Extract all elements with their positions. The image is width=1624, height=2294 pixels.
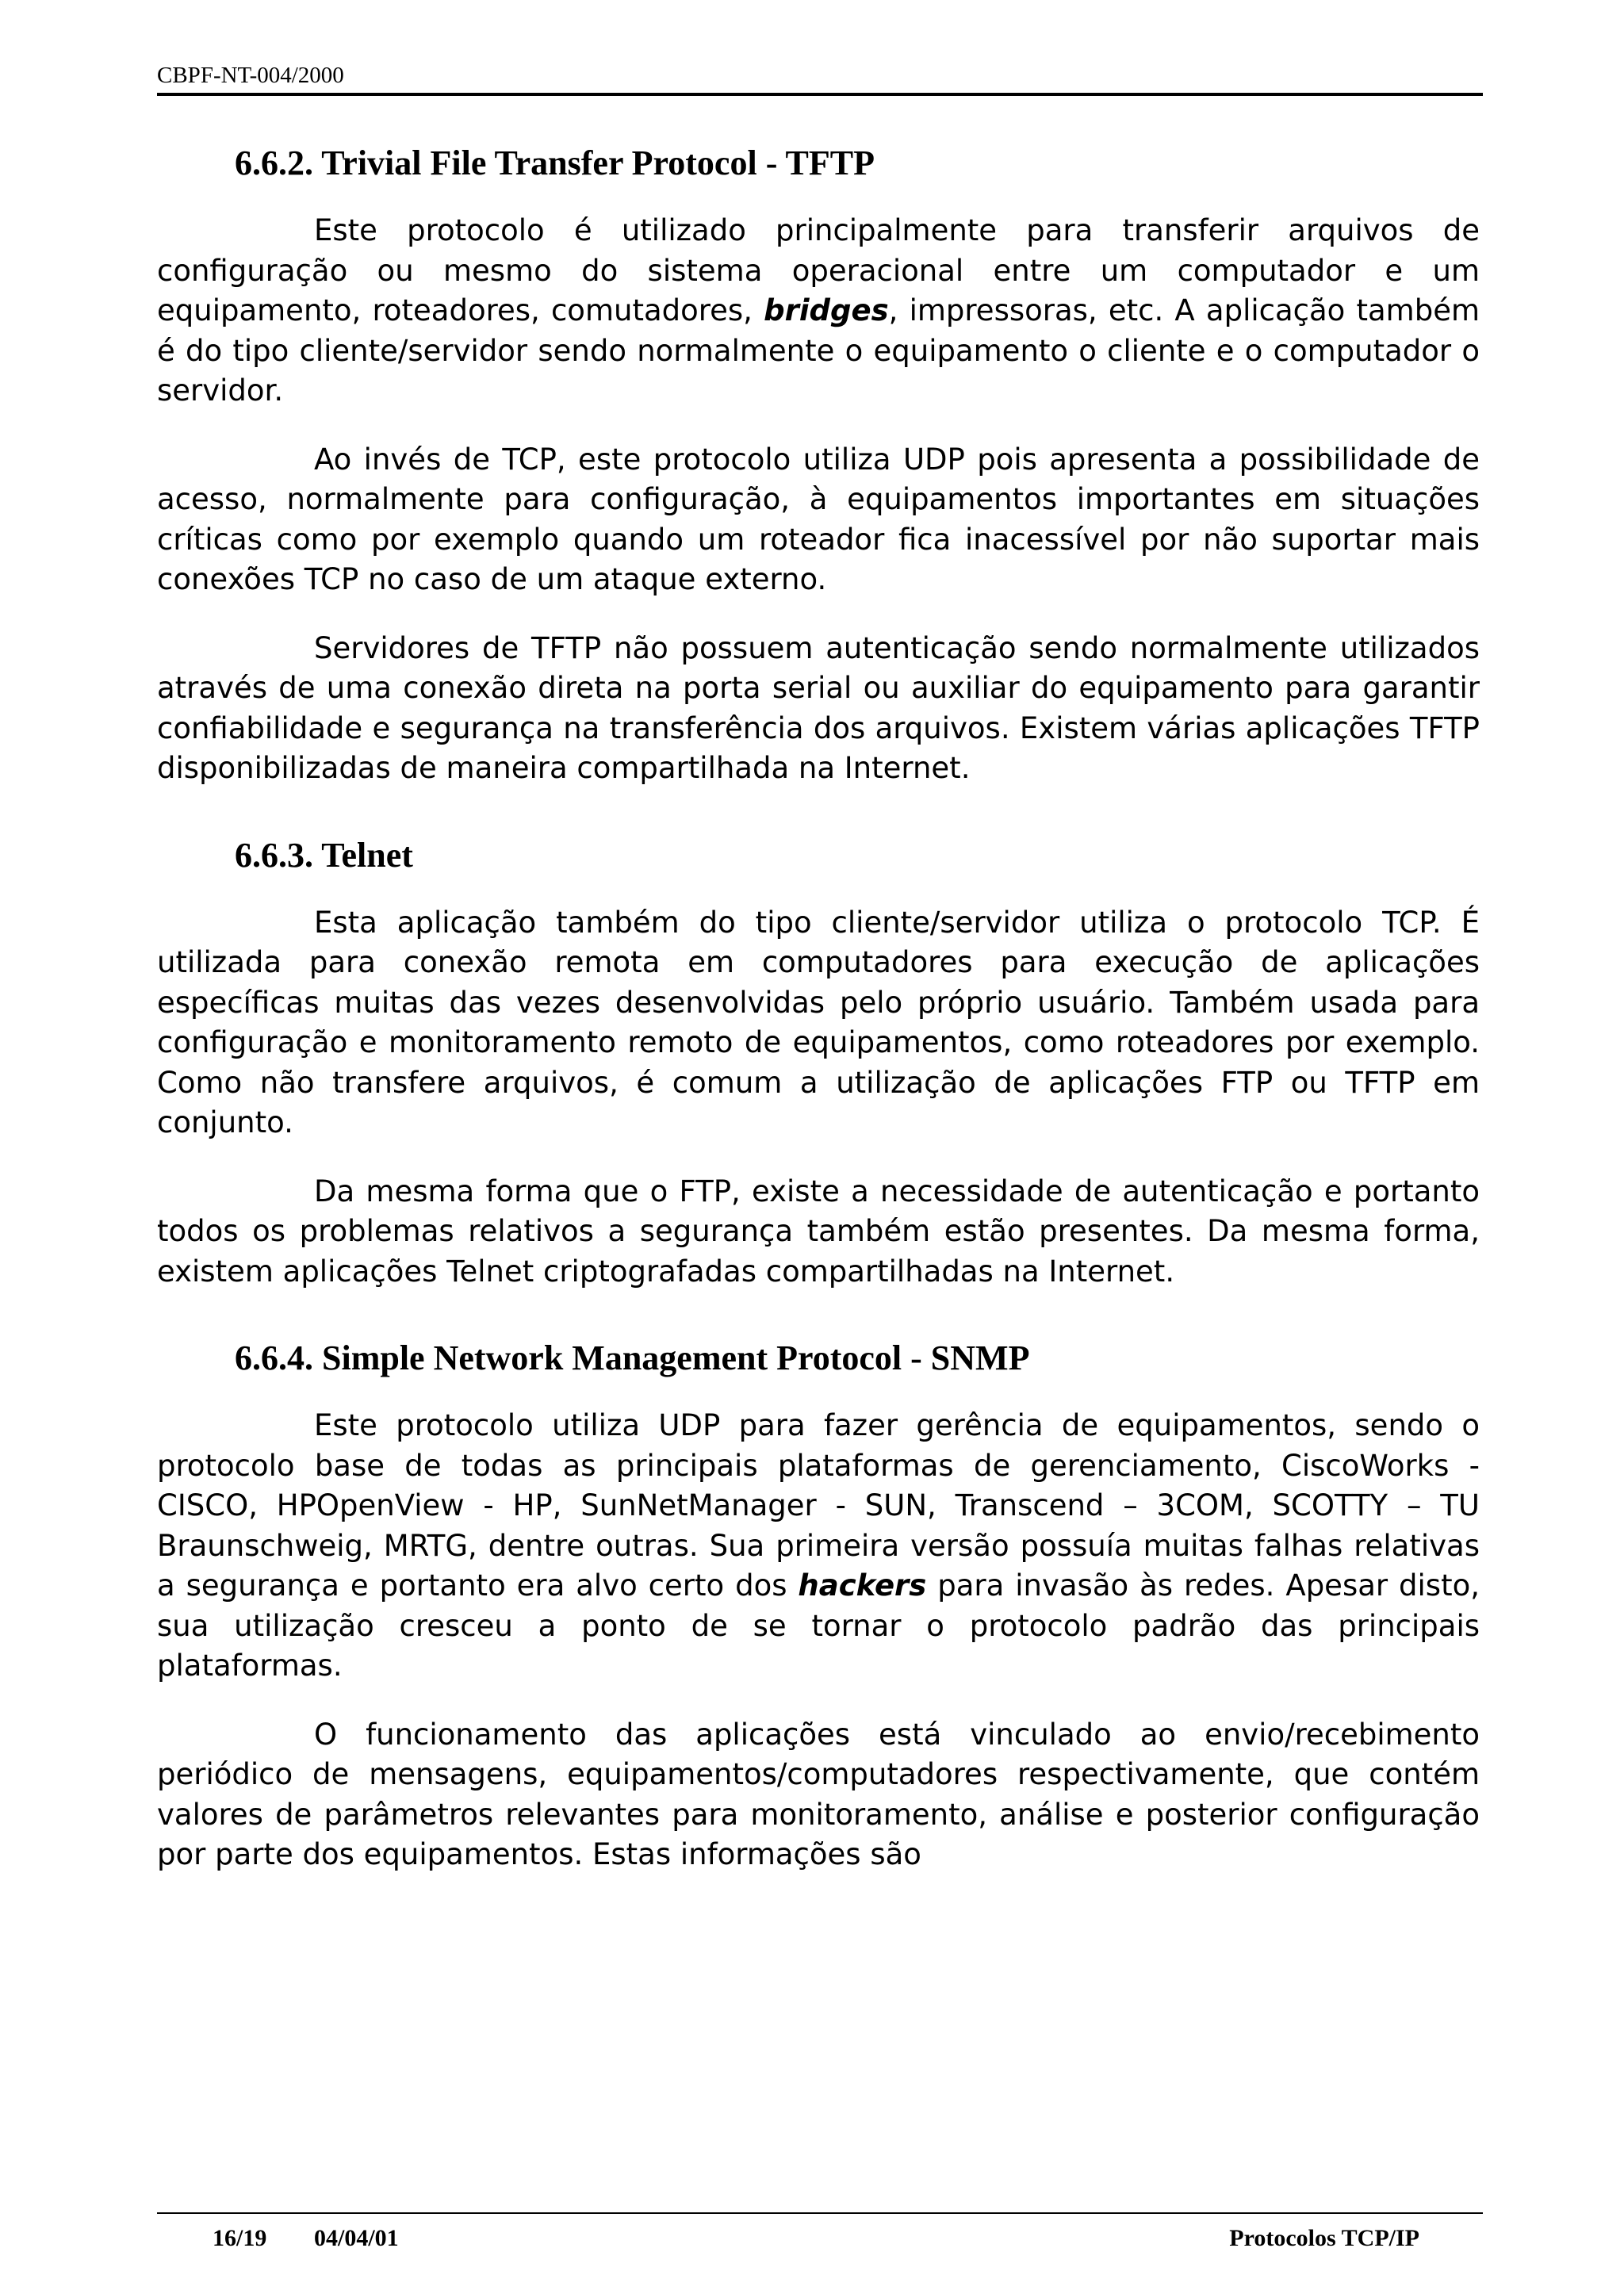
text-run: , impressoras, etc. A aplicação também é do tipo cliente/servidor sendo normalmente o equipamento o cliente e o computador o servidor. bbox=[157, 293, 1480, 408]
page-number: 16/19 bbox=[213, 2225, 267, 2251]
text-run: para invasão às redes. Apesar disto, sua utilização cresceu a ponto de se tornar o protocolo padrão das principais plataformas. bbox=[157, 1568, 1480, 1683]
paragraph-telnet-2: Da mesma forma que o FTP, existe a necessidade de autenticação e portanto todos os problemas relativos a segurança também estão presentes. Da mesma forma, existem aplicações Telnet criptografadas compartilhadas na Internet. bbox=[157, 1174, 1480, 1289]
emphasis-hackers: hackers bbox=[798, 1568, 927, 1603]
text-run: Este protocolo é utilizado principalmente para transferir arquivos de configuração ou mesmo do sistema operacional entre um computador e um equipamento, roteadores, comutadores, bbox=[157, 213, 1480, 327]
section-heading-telnet: 6.6.3. Telnet bbox=[235, 835, 413, 875]
paragraph-tftp-2: Ao invés de TCP, este protocolo utiliza UDP pois apresenta a possibilidade de acesso, normalmente para configuração, à equipamentos importantes em situações críticas como por exemplo quando um roteador fica inacessível por não suportar mais conexões TCP no caso de um ataque externo. bbox=[157, 442, 1480, 596]
paragraph-tftp-3: Servidores de TFTP não possuem autenticação sendo normalmente utilizados através de uma conexão direta na porta serial ou auxiliar do equipamento para garantir confiabilidade e segurança na transferência dos arquivos. Existem várias aplicações TFTP disponibilizadas de maneira compartilhada na Internet. bbox=[157, 630, 1480, 785]
header-rule bbox=[157, 93, 1483, 96]
paragraph-telnet-1: Esta aplicação também do tipo cliente/servidor utiliza o protocolo TCP. É utilizada para conexão remota em computadores para execução de aplicações específicas muitas das vezes desenvolvidas pelo próprio usuário. Também usada para configuração e monitoramento remoto de equipamentos, como roteadores por exemplo. Como não transfere arquivos, é comum a utilização de aplicações FTP ou TFTP em conjunto. bbox=[157, 905, 1480, 1139]
footer-title: Protocolos TCP/IP bbox=[1229, 2225, 1419, 2251]
page-content bbox=[157, 143, 1480, 1904]
emphasis-bridges: bridges bbox=[764, 293, 889, 327]
document-id: CBPF-NT-004/2000 bbox=[157, 63, 344, 88]
footer-rule bbox=[157, 2212, 1483, 2214]
text-run: Este protocolo utiliza UDP para fazer gerência de equipamentos, sendo o protocolo base de todas as principais plataformas de gerenciamento, CiscoWorks - CISCO, HPOpenView - HP, SunNetManager - SUN, Transcend – 3COM, SCOTTY – TU Braunschweig, MRTG, dentre outras. Sua primeira versão possuía muitas falhas relativas a segurança e portanto era alvo certo dos bbox=[157, 1408, 1480, 1603]
footer-date: 04/04/01 bbox=[314, 2225, 399, 2251]
paragraph-snmp-1 bbox=[157, 1406, 1480, 1687]
section-heading-snmp: 6.6.4. Simple Network Management Protocol - SNMP bbox=[235, 1338, 1030, 1377]
paragraph-snmp-2: O funcionamento das aplicações está vinculado ao envio/recebimento periódico de mensagens, equipamentos/computadores respectivamente, que contém valores de parâmetros relevantes para monitoramento, análise e posterior configuração por parte dos equipamentos. Estas informações são bbox=[157, 1717, 1480, 1871]
paragraph-tftp-1 bbox=[157, 211, 1480, 412]
section-heading-tftp: 6.6.2. Trivial File Transfer Protocol - TFTP bbox=[235, 144, 875, 182]
